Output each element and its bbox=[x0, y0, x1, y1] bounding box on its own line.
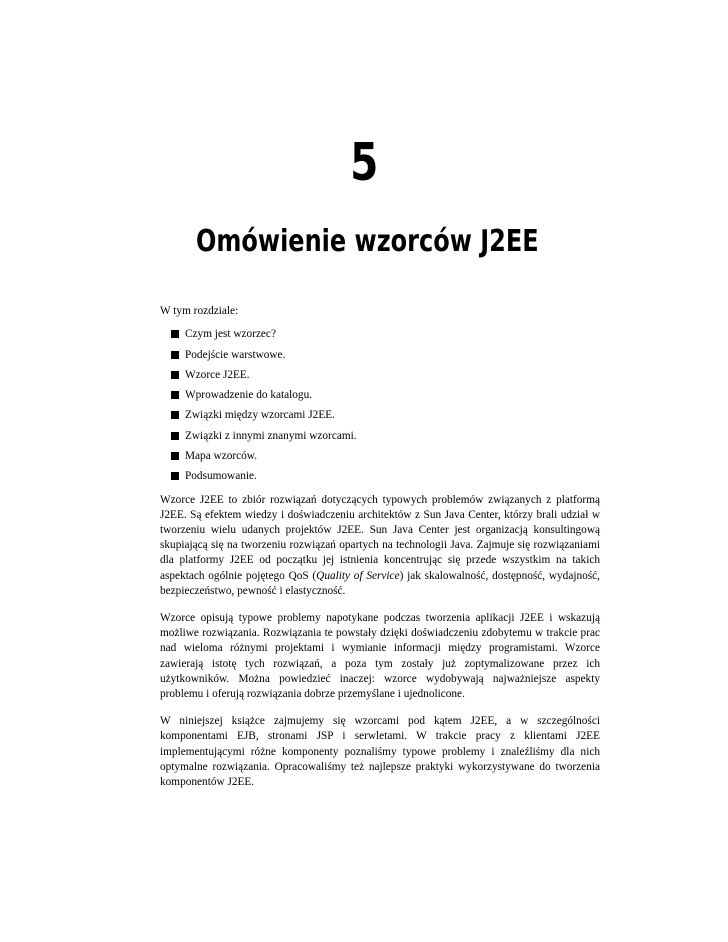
square-bullet-icon bbox=[171, 411, 179, 419]
square-bullet-icon bbox=[171, 330, 179, 338]
list-item bbox=[160, 466, 600, 486]
paragraph-j2ee-patterns bbox=[160, 493, 600, 599]
list-item bbox=[160, 385, 600, 405]
list-item bbox=[160, 365, 600, 385]
emphasis-quality-of-service: Quality of Service bbox=[316, 569, 400, 582]
chapter-body bbox=[160, 304, 600, 790]
square-bullet-icon bbox=[171, 472, 179, 480]
square-bullet-icon bbox=[171, 452, 179, 460]
list-item bbox=[160, 324, 600, 344]
list-item bbox=[160, 405, 600, 425]
list-item bbox=[160, 446, 600, 466]
paragraph-patterns-describe: Wzorce opisują typowe problemy napotykane podczas tworzenia aplikacji J2EE i wskazują możliwe rozwiązania. Rozwiązania te powstały dzięki doświadczeniu zdobytemu w trakcie prac nad wieloma różnymi projektami i wymianie informacji między programistami. Wzorce zawierają istotę tych rozwiązań, a poza tym zostały już zoptymalizowane przez ich użytkowników. Można powiedzieć inaczej: wzorce wydobywają najważniejsze aspekty problemu i oferują rozwiązania dobrze przemyślane i ujednolicone. bbox=[160, 612, 600, 701]
list-item-label: Podejście warstwowe. bbox=[185, 348, 286, 361]
paragraph-text: Wzorce J2EE to zbiór rozwiązań dotyczących typowych problemów związanych z platformą J2EE. Są efektem wiedzy i doświadczeniu architektów z Sun Java Center, którzy brali udział w tworzeniu wielu udanych projektów J2EE. Sun Java Center jest organizacją konsultingową skupiającą się na tworzeniu rozwiązań opartych na technologii Java. Zajmuje się rozwiązaniami dla platformy J2EE od początku jej istnienia koncentrując się przede wszystkim na takich aspektach ogólnie pojętego QoS ( bbox=[160, 493, 600, 582]
list-item-label: Mapa wzorców. bbox=[185, 449, 258, 462]
list-item-label: Wprowadzenie do katalogu. bbox=[185, 389, 313, 402]
list-item bbox=[160, 345, 600, 365]
paragraph-book-scope: W niniejszej książce zajmujemy się wzorcami pod kątem J2EE, a w szczególności komponentami EJB, stronami JSP i serwletami. W trakcie pracy z klientami J2EE implementującymi różne komponenty poznaliśmy typowe problemy i znaleźliśmy dla nich optymalne rozwiązania. Opracowaliśmy też najlepsze praktyki wykorzystywane do tworzenia komponentów J2EE. bbox=[160, 715, 600, 789]
chapter-contents-list bbox=[160, 324, 600, 486]
list-item-label: Czym jest wzorzec? bbox=[185, 328, 276, 341]
list-item-label: Związki z innymi znanymi wzorcami. bbox=[185, 429, 357, 442]
square-bullet-icon bbox=[171, 391, 179, 399]
paragraph-text: ) jak skalowalność, dostępność, wydajność, bezpieczeństwo, pewność i elastyczność. bbox=[160, 569, 601, 597]
square-bullet-icon bbox=[171, 351, 179, 359]
square-bullet-icon bbox=[171, 432, 179, 440]
chapter-number: 5 bbox=[350, 133, 379, 193]
list-item-label: Wzorce J2EE. bbox=[185, 368, 250, 381]
square-bullet-icon bbox=[171, 371, 179, 379]
list-item bbox=[160, 426, 600, 446]
section-intro: W tym rozdziale: bbox=[160, 305, 239, 317]
list-item-label: Związki między wzorcami J2EE. bbox=[185, 409, 335, 422]
list-item-label: Podsumowanie. bbox=[185, 470, 257, 483]
chapter-title: Omówienie wzorców J2EE bbox=[196, 224, 539, 259]
